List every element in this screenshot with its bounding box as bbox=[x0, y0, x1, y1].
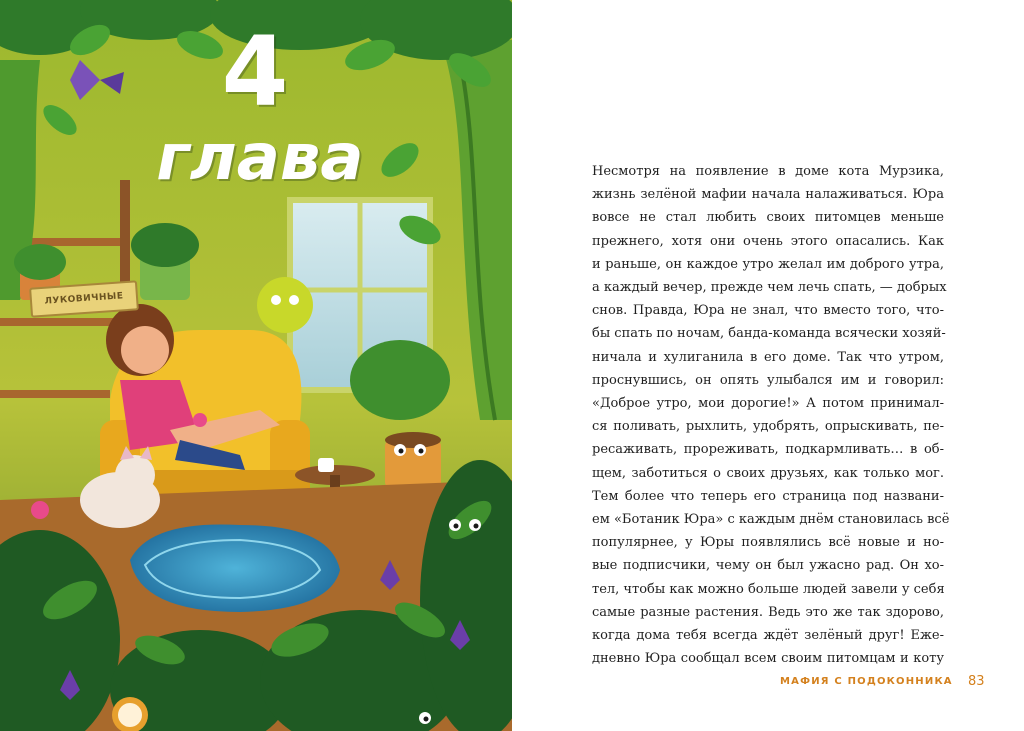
text-line: вовсе не стал любить своих питомцев меньше bbox=[592, 210, 944, 226]
running-header: МАФИЯ С ПОДОКОННИКА bbox=[780, 676, 953, 687]
chapter-number: 4 bbox=[221, 16, 289, 128]
text-line: популярнее, у Юры появлялись всё новые и но- bbox=[592, 535, 944, 551]
page-number: 83 bbox=[968, 674, 985, 689]
text-line: щем, заботиться о своих друзьях, как только мог. bbox=[592, 465, 944, 481]
text-line: проснувшись, он опять улыбался им и говорил: bbox=[592, 372, 944, 388]
text-line: Несмотря на появление в доме кота Мурзика, bbox=[592, 164, 944, 179]
text-line: дневно Юра сообщал всем своим питомцам и коту bbox=[592, 651, 944, 667]
text-line: вые подписчики, чему он был ужасно рад. Он хо- bbox=[592, 558, 944, 574]
plant-shelf-sign: ЛУКОВИЧНЫЕ bbox=[29, 280, 139, 317]
text-line: а каждый вечер, прежде чем лечь спать, — добрых bbox=[592, 280, 947, 296]
text-line: когда дома тебя всегда ждёт зелёный друг! Еже- bbox=[592, 628, 944, 644]
text-line: жизнь зелёной мафии начала налаживаться. Юра bbox=[592, 187, 944, 203]
chapter-word: глава bbox=[156, 121, 364, 195]
text-line: и раньше, он каждое утро желал им доброго утра, bbox=[592, 256, 944, 272]
text-page bbox=[512, 0, 1024, 731]
body-paragraph bbox=[592, 160, 950, 670]
text-line: тел, чтобы как можно больше людей завели у себя bbox=[592, 581, 945, 597]
text-line: самые разные растения. Ведь это же так здорово, bbox=[592, 604, 944, 620]
text-line: ся поливать, рыхлить, удобрять, опрыскивать, пе- bbox=[592, 419, 944, 435]
text-line: «Доброе утро, мои дорогие!» А потом принимал- bbox=[592, 396, 944, 412]
text-line: прежнего, хотя они очень этого опасались. Как bbox=[592, 233, 944, 249]
text-line: Тем более что теперь его страница под названи- bbox=[592, 488, 944, 504]
text-line: снов. Правда, Юра не знал, что вместо того, что- bbox=[592, 303, 944, 319]
text-line: ресаживать, прореживать, подкармливать… в об- bbox=[592, 442, 944, 458]
text-line: ничала и хулиганила в его доме. Так что утром, bbox=[592, 349, 944, 365]
text-line: ем «Ботаник Юра» с каждым днём становилась всё bbox=[592, 512, 950, 528]
text-line: бы спать по ночам, банда-команда всячески хозяй- bbox=[592, 326, 946, 342]
